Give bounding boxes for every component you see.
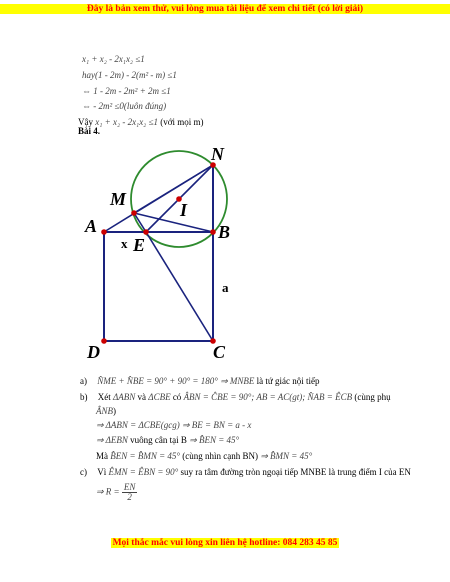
preview-banner-text: Đây là bản xem thử, vui lòng mua tài liệu để xem chi tiết (có lời giải)	[86, 4, 364, 14]
conclusion-prefix: Vậy	[78, 117, 93, 127]
label-i: I	[180, 200, 188, 220]
hotline-text: Mọi thắc mắc vui lòng xin liên hệ hotline: 084 283 45 85	[112, 538, 338, 548]
hotline-footer	[0, 538, 450, 548]
answer-b-eq-1: ΔABN	[113, 392, 136, 402]
answer-a	[80, 376, 319, 387]
answer-b-line-3	[96, 435, 239, 446]
answer-b-line-1	[80, 392, 391, 402]
label-a-side: a	[222, 280, 229, 295]
point-e	[143, 229, 149, 235]
fraction-denominator: 2	[127, 492, 132, 502]
answer-b-eq-3: ÂBN = ĈBE = 90°; AB = AC(gt); N̂AB = ÊCB	[183, 392, 353, 402]
problem-title: Bài 4.	[78, 126, 101, 136]
label-e: E	[133, 235, 146, 255]
answer-b-label: b)	[80, 392, 88, 402]
answer-b-line-4-eq-2: ⇒ B̂MN = 45°	[260, 451, 313, 461]
answer-c-label: c)	[80, 467, 87, 477]
answer-c-text-2: suy ra tâm đường tròn ngoại tiếp MNBE là trung điểm I của EN	[180, 467, 411, 477]
label-c: C	[213, 342, 226, 362]
answer-b-line-4-text-2: (cùng nhìn cạnh BN)	[182, 451, 258, 461]
equation-line-2: hay(1 - 2m) - 2(m² - m) ≤1	[82, 70, 177, 80]
label-n: N	[211, 144, 224, 164]
label-b: B	[218, 222, 231, 242]
equation-line-1: x₁ + x₂ - 2x₁x₂ ≤1	[82, 54, 145, 64]
answer-b-line-2: ⇒ ΔABN = ΔCBE(gcg) ⇒ BE = BN = a - x	[96, 420, 252, 430]
fraction-numerator: EN	[123, 482, 136, 492]
answer-b-line-4-text-1: Mà	[96, 451, 108, 461]
answer-c-text-1: Vì	[97, 467, 107, 477]
answer-a-equation: N̂ME + N̂BE = 90° + 90° = 180° ⇒ MNBE	[97, 376, 255, 386]
answer-c-line-1	[80, 467, 411, 477]
label-a: A	[85, 216, 98, 236]
conclusion-equation: x₁ + x₂ - 2x₁x₂ ≤1	[95, 117, 159, 127]
point-b	[210, 229, 216, 235]
answer-b-line-3-text: vuông cân tại B	[130, 435, 187, 445]
equation-line-4: ⇔ - 2m² ≤0(luôn đúng)	[82, 101, 167, 111]
answer-c-line-2	[96, 483, 137, 502]
answer-a-label: a)	[80, 376, 87, 386]
answer-c-eq-1: ÊMN = ÊBN = 90°	[108, 467, 179, 477]
label-m: M	[110, 189, 127, 209]
answer-b-close: )	[113, 406, 116, 416]
answer-b-line-1b	[96, 406, 116, 416]
answer-b-line-4-eq-1: B̂EN = B̂MN = 45°	[110, 451, 180, 461]
answer-b-line-4	[96, 451, 312, 462]
answer-c-radius: ⇒ R =	[96, 486, 120, 497]
answer-b-text-2: và	[137, 392, 147, 402]
label-x: x	[121, 236, 128, 251]
radius-fraction	[122, 483, 138, 502]
answer-b-eq-4: ÂNB	[96, 406, 113, 416]
answer-b-text-4: (cùng phụ	[354, 392, 391, 402]
answer-b-line-3-eq: ⇒ ΔEBN	[96, 435, 128, 445]
point-m	[131, 210, 137, 216]
answer-b-line-3-eq-2: ⇒ B̂EN = 45°	[189, 435, 240, 445]
equation-line-3: ⇔ 1 - 2m - 2m² + 2m ≤1	[82, 86, 171, 96]
point-d	[101, 338, 107, 344]
label-d: D	[87, 342, 100, 362]
answer-b-text-1: Xét	[97, 392, 111, 402]
answer-b-eq-2: ΔCBE	[148, 392, 171, 402]
answer-b-text-3: có	[172, 392, 182, 402]
answer-a-text: là tứ giác nội tiếp	[256, 376, 320, 386]
point-a	[101, 229, 107, 235]
conclusion-suffix: (với mọi m)	[160, 117, 204, 127]
